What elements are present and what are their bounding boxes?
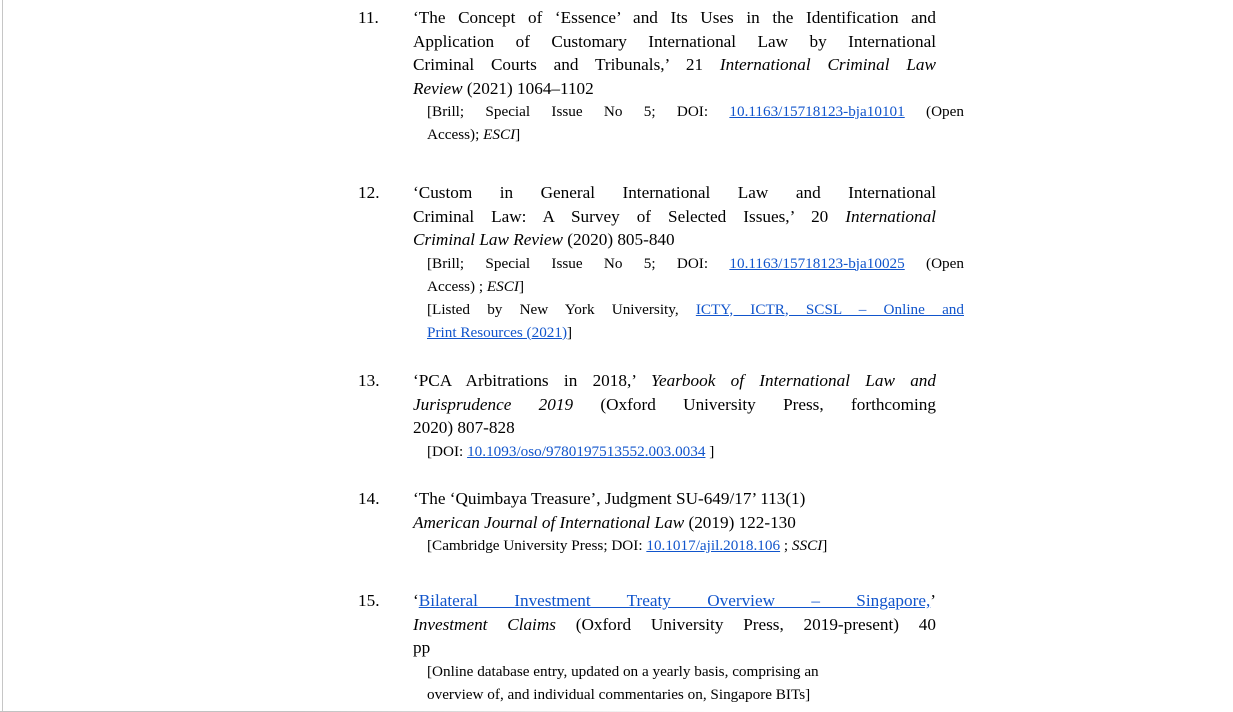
publication-title xyxy=(413,181,936,252)
text-segment: ‘The Concept of ‘Essence’ and Its Uses in the Identification and xyxy=(413,8,936,27)
publication-number: 13. xyxy=(358,371,380,390)
publication-notes xyxy=(427,534,964,557)
text-segment: [Listed by New York University, xyxy=(427,300,696,318)
note-line xyxy=(427,275,964,298)
text-segment: overview of, and individual commentaries on, Singapore BITs] xyxy=(427,685,811,703)
text-segment: ‘The ‘Quimbaya Treasure’, Judgment SU-649/17’ 113(1) xyxy=(413,489,806,508)
text-segment: (Oxford University Press, forthcoming xyxy=(573,394,936,414)
text-segment: (Oxford University Press, 2019-present) 40 xyxy=(555,614,936,634)
publication-title xyxy=(413,487,936,534)
publication-number: 11. xyxy=(358,8,379,27)
title-line xyxy=(413,416,936,440)
hyperlink[interactable]: ICTY, ICTR, SCSL – Online and xyxy=(695,300,964,318)
title-line xyxy=(413,205,936,229)
publication-notes xyxy=(427,660,964,706)
text-segment: pp xyxy=(413,638,431,657)
hyperlink[interactable]: 10.1017/ajil.2018.106 xyxy=(646,537,781,554)
text-segment: [Cambridge University Press; DOI: xyxy=(427,537,647,554)
hyperlink[interactable]: 10.1163/15718123-bja10101 xyxy=(729,103,905,120)
text-segment: (2021) 1064–1102 xyxy=(462,78,594,98)
text-segment: ESCI xyxy=(483,126,516,143)
publication-number: 14. xyxy=(358,489,380,508)
publication-item-14 xyxy=(358,487,970,557)
text-segment: ESCI xyxy=(486,277,519,295)
text-segment: Criminal Law: A Survey of Selected Issues,’ 20 xyxy=(413,206,846,226)
publication-notes xyxy=(427,440,964,463)
hyperlink[interactable]: 10.1093/oso/9780197513552.003.0034 xyxy=(467,442,706,460)
note-line xyxy=(427,683,964,706)
text-segment: Jurisprudence 2019 xyxy=(413,394,574,414)
publication-body xyxy=(358,6,970,146)
text-segment: ] xyxy=(518,277,525,295)
text-segment: Access) ; xyxy=(427,277,487,295)
text-segment: Access); xyxy=(427,126,484,143)
text-segment: (2020) 805-840 xyxy=(562,230,675,249)
title-line xyxy=(413,30,936,54)
hyperlink[interactable]: 10.1163/15718123-bja10025 xyxy=(729,254,905,272)
page-edge-left xyxy=(2,0,3,712)
text-segment: ] xyxy=(822,537,828,554)
title-line xyxy=(413,636,936,660)
text-segment: 2020) 807-828 xyxy=(413,418,515,437)
publication-body xyxy=(358,487,970,557)
text-segment: ‘Custom in General International Law and International xyxy=(413,183,936,202)
title-line xyxy=(413,487,936,511)
hyperlink[interactable]: Print Resources (2021) xyxy=(427,323,568,341)
title-line xyxy=(413,393,936,417)
title-line xyxy=(413,511,936,535)
note-line xyxy=(427,298,964,321)
publication-item-12 xyxy=(358,181,970,344)
title-line xyxy=(413,228,936,252)
publication-item-13 xyxy=(358,369,970,463)
publication-title xyxy=(413,6,936,100)
publication-number: 15. xyxy=(358,591,380,610)
text-segment: ] xyxy=(515,126,521,143)
title-line xyxy=(413,369,936,393)
text-segment: [Online database entry, updated on a yearly basis, comprising an xyxy=(427,662,819,680)
text-segment: ‘PCA Arbitrations in 2018,’ xyxy=(413,371,652,390)
text-segment: ’ xyxy=(930,591,936,610)
title-line xyxy=(413,6,936,30)
publication-notes xyxy=(427,100,964,146)
text-segment: (Open xyxy=(904,254,964,272)
title-line xyxy=(413,181,936,205)
note-line xyxy=(427,660,964,683)
title-line xyxy=(413,613,936,637)
text-segment: ; xyxy=(780,537,792,554)
title-line xyxy=(413,53,936,77)
note-line xyxy=(427,123,964,146)
text-segment: [Brill; Special Issue No 5; DOI: xyxy=(427,254,730,272)
text-segment: Investment Claims xyxy=(413,614,556,634)
text-segment: (Open xyxy=(904,103,964,120)
note-line xyxy=(427,440,964,463)
text-segment: Yearbook of International Law and xyxy=(651,371,936,390)
text-segment: ‘ xyxy=(413,591,419,610)
note-line xyxy=(427,252,964,275)
text-segment: American Journal of International Law xyxy=(413,512,685,532)
note-line xyxy=(427,321,964,344)
title-line xyxy=(413,589,936,613)
publication-title xyxy=(413,589,936,660)
text-segment: [Brill; Special Issue No 5; DOI: xyxy=(427,103,730,120)
publication-number: 12. xyxy=(358,183,380,202)
publication-body xyxy=(358,589,970,706)
publication-title xyxy=(413,369,936,440)
text-segment: (2019) 122-130 xyxy=(684,512,796,532)
publication-body xyxy=(358,181,970,344)
publication-item-15 xyxy=(358,589,970,706)
note-line xyxy=(427,534,964,557)
publication-notes xyxy=(427,252,964,344)
text-segment: ] xyxy=(705,442,715,460)
text-segment: Review xyxy=(413,78,463,98)
text-segment: ] xyxy=(567,323,573,341)
text-segment: International Criminal Law xyxy=(719,55,936,74)
text-segment: SSCI xyxy=(791,537,823,554)
text-segment: International xyxy=(845,206,936,226)
publication-body xyxy=(358,369,970,463)
hyperlink[interactable]: Bilateral Investment Treaty Overview – Singapore, xyxy=(418,591,931,610)
text-segment: [DOI: xyxy=(427,442,468,460)
text-segment: Application of Customary International Law by International xyxy=(413,31,936,51)
publication-item-11 xyxy=(358,6,970,146)
text-segment: Criminal Courts and Tribunals,’ 21 xyxy=(413,55,720,74)
title-line xyxy=(413,77,936,101)
text-segment: Criminal Law Review xyxy=(413,230,563,249)
note-line xyxy=(427,100,964,123)
